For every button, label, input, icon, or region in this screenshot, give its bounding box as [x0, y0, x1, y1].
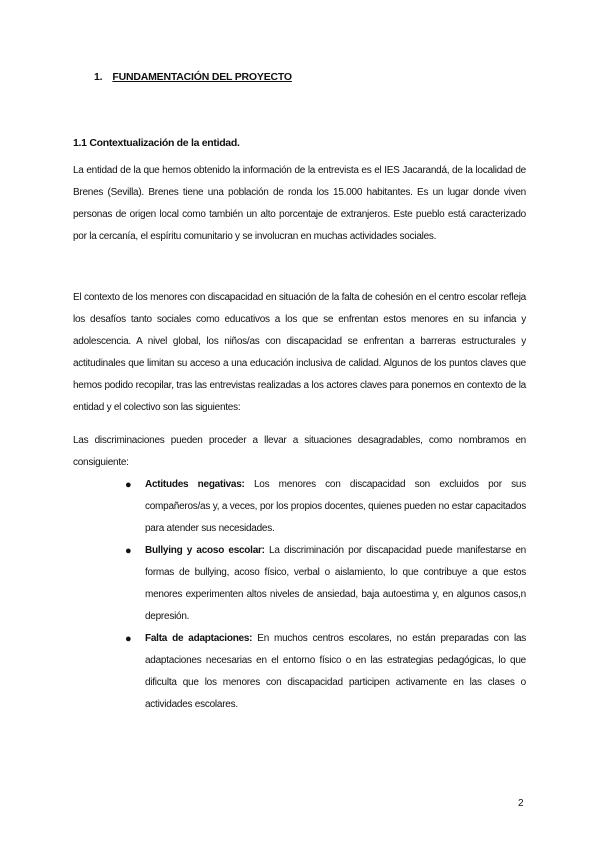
- paragraph-discrimination-intro: Las discriminaciones pueden proceder a llevar a situaciones desagradables, como nombramos en consiguiente:: [73, 435, 526, 468]
- list-item-term: Falta de adaptaciones:: [145, 633, 253, 644]
- list-item: [123, 628, 526, 716]
- paragraph-disability-context: El contexto de los menores con discapacidad en situación de la falta de cohesión en el centro escolar refleja los desafíos tanto sociales como educativos a los que se enfrentan estos menores en su infancia y adolescencia. A nivel global, los niños/as con discapacidad se enfrentan a barreras estructurales y actitudinales que limitan su acceso a una educación inclusiva de calidad. Algunos de los puntos claves que hemos podido recopilar, tras las entrevistas realizadas a los actores claves para ponernos en contexto de la entidad y el colectivo son las siguientes:: [73, 292, 526, 413]
- list-item-text: Los menores con discapacidad son excluidos por sus compañeros/as y, a veces, por los propios docentes, quienes pueden no estar capacitados para atender sus necesidades.: [145, 479, 526, 534]
- list-item: [123, 540, 526, 628]
- list-item-text: En muchos centros escolares, no están preparadas con las adaptaciones necesarias en el entorno físico o en las estrategias pedagógicas, lo que dificulta que los menores con discapacidad participen activamente en las clases o actividades escolares.: [145, 633, 527, 710]
- bullet-icon: ●: [125, 479, 132, 491]
- section-number: 1.: [94, 71, 103, 83]
- list-item-term: Actitudes negativas:: [145, 479, 245, 490]
- section-heading: [94, 71, 292, 83]
- bullet-icon: ●: [125, 633, 132, 645]
- paragraph-entity-context: La entidad de la que hemos obtenido la información de la entrevista es el IES Jacarandá, de la localidad de Brenes (Sevilla). Brenes tiene una población de ronda los 15.000 habitantes. Es un lugar donde viven personas de origen local como también un alto porcentaje de extranjeros. Este pueblo está caracterizado por la cercanía, el espíritu comunitario y se involucran en muchas actividades sociales.: [73, 165, 526, 242]
- discrimination-list: [123, 474, 526, 716]
- subsection-heading: 1.1 Contextualización de la entidad.: [73, 137, 240, 149]
- list-item: [123, 474, 526, 540]
- bullet-icon: ●: [125, 545, 132, 557]
- list-item-text: La discriminación por discapacidad puede manifestarse en formas de bullying, acoso físico, verbal o aislamiento, lo que contribuye a que estos menores experimenten altos niveles de ansiedad, baja autoestima y, en algunos casos,n depresión.: [145, 545, 526, 622]
- list-item-term: Bullying y acoso escolar:: [145, 545, 265, 556]
- section-title: FUNDAMENTACIÓN DEL PROYECTO: [112, 71, 292, 83]
- page-number: 2: [518, 798, 524, 809]
